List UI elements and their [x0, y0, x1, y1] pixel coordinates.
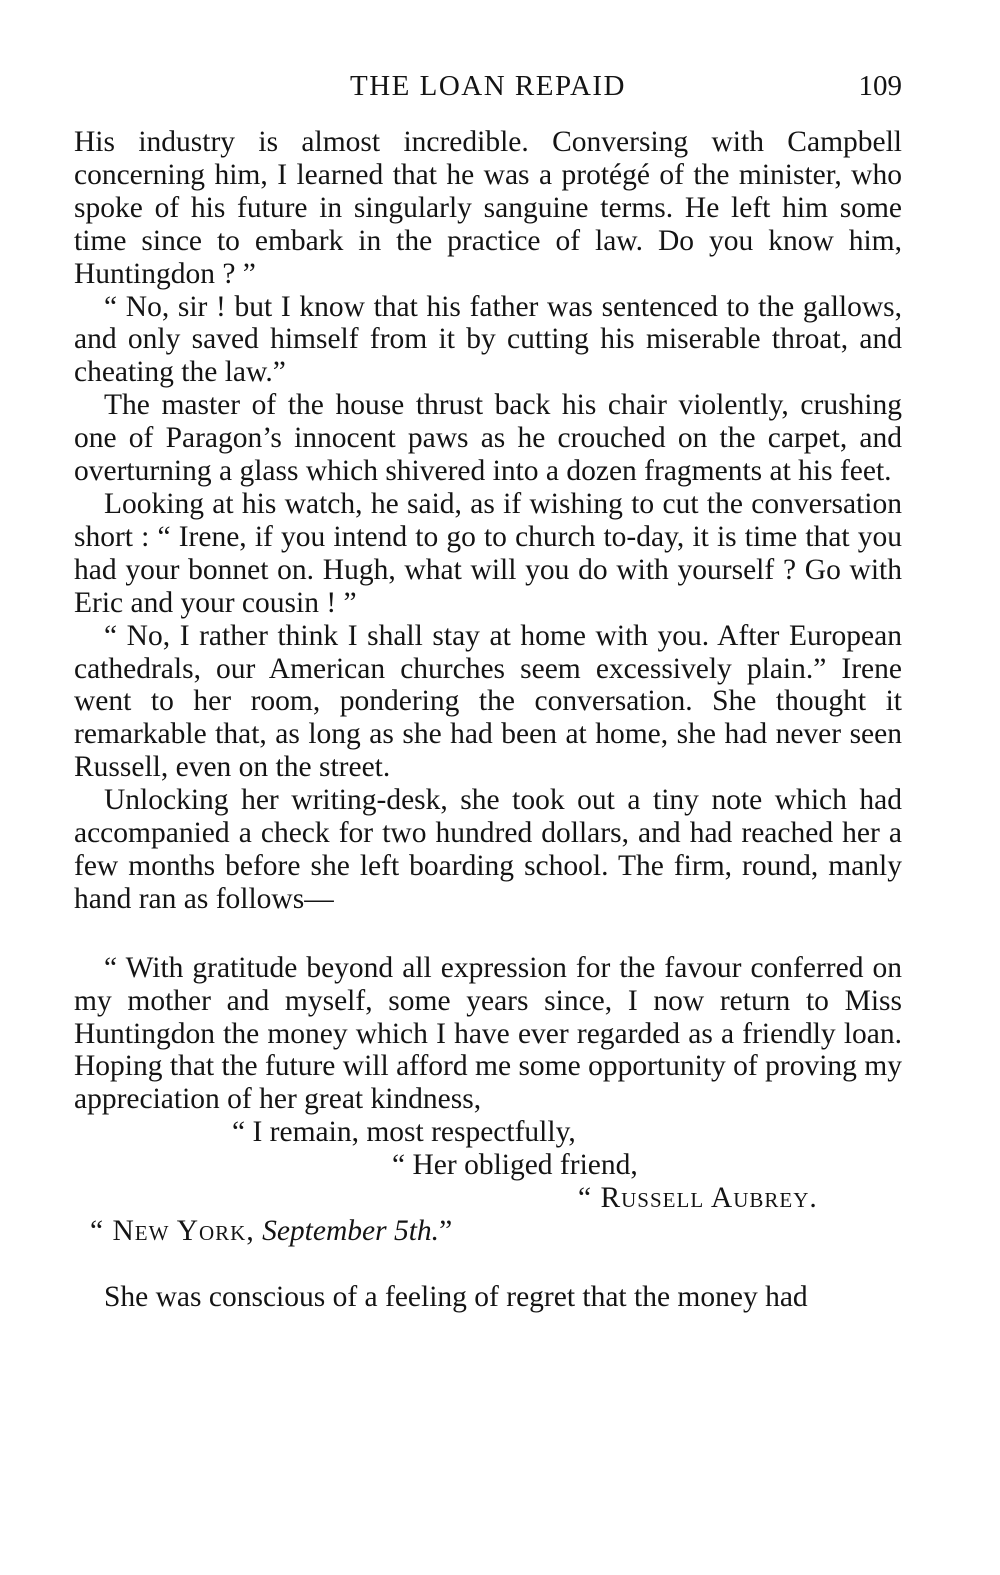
paragraph: His industry is almost incredible. Conversing with Campbell concerning him, I learned that he was a protégé of the minister, who spoke of his future in singularly sanguine terms. He left him some time since to embark in the practice of law. Do you know him, Huntingdon ? ”	[74, 126, 902, 290]
paragraph: The master of the house thrust back his chair violently, crushing one of Paragon’s innocent paws as he crouched on the carpet, and overturning a glass which shivered into a dozen fragments at his feet.	[74, 389, 902, 488]
dateline-place: “ New York,	[90, 1215, 255, 1247]
letter-closing: “ I remain, most respectfully,	[232, 1116, 576, 1149]
paragraph: “ No, sir ! but I know that his father was sentenced to the gallows, and only saved himself from it by cutting his miserable throat, and cheating the law.”	[74, 290, 902, 389]
paragraph: Unlocking her writing-desk, she took out a tiny note which had accompanied a check for two hundred dollars, and had reached her a few months before she left boarding school. The firm, round, manly hand ran as follows—	[74, 784, 902, 915]
letter-closing: “ Her obliged friend,	[392, 1149, 638, 1182]
running-title: THE LOAN REPAID	[350, 70, 626, 102]
dateline-close-quote: ”	[439, 1215, 453, 1247]
running-head	[74, 70, 902, 110]
paragraph: “ No, I rather think I shall stay at home with you. After European cathedrals, our American churches seem excessively plain.” Irene went to her room, pondering the conversation. She thought it remarkable that, as long as she had been at home, she had never seen Russell, even on the street.	[74, 619, 902, 784]
paragraph: Looking at his watch, he said, as if wishing to cut the conversation short : “ Irene, if you intend to go to church to-day, it is time that you had your bonnet on. Hugh, what will you do with yourself ? Go with Eric and your cousin ! ”	[74, 487, 902, 619]
body-text	[74, 126, 902, 1314]
letter-body: “ With gratitude beyond all expression for the favour conferred on my mother and myself, some years since, I now return to Miss Huntingdon the money which I have ever regarded as a friendly loan. Hoping that the future will afford me some opportunity of proving my appreciation of her great kindness,	[74, 951, 902, 1116]
quoted-letter	[74, 952, 902, 1248]
letter-signature: “ Russell Aubrey.	[578, 1182, 818, 1215]
letter-dateline	[74, 1215, 902, 1248]
page-number: 109	[858, 70, 902, 102]
paragraph: She was conscious of a feeling of regret that the money had	[104, 1280, 808, 1313]
dateline-date: September 5th.	[262, 1215, 440, 1247]
